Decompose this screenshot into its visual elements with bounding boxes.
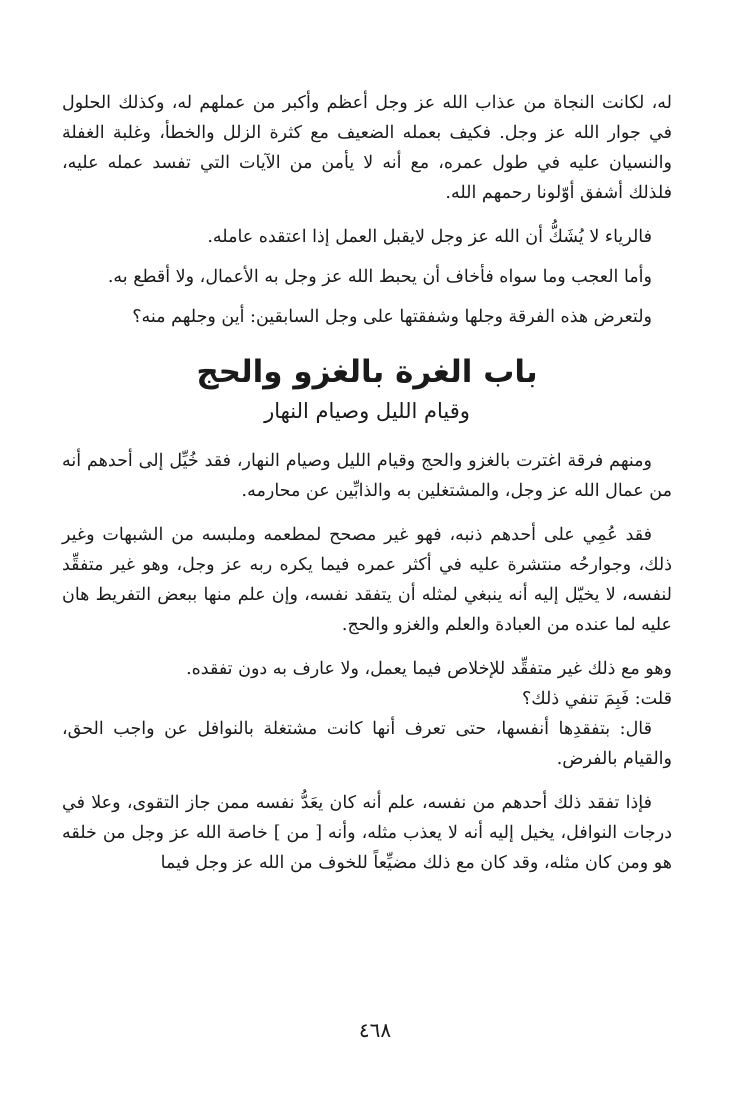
paragraph-wajal: ولتعرض هذه الفرقة وجلها وشفقتها على وجل السابقين: أين وجلهم منه؟ <box>132 307 652 327</box>
paragraph-riya: فالرياء لا يُشَكُّ أن الله عز وجل لايقبل العمل إذا اعتقده عامله. <box>207 227 652 247</box>
paragraph-ujb: وأما العجب وما سواه فأخاف أن يحبط الله عز وجل به الأعمال، ولا أقطع به. <box>107 267 652 287</box>
chapter-title: باب الغرة بالغزو والحج <box>196 354 538 390</box>
paragraph-ikhlas: وهو مع ذلك غير متفقِّد للإخلاص فيما يعمل، ولا عارف به دون تفقده. <box>186 659 672 679</box>
paragraph-continuation: له، لكانت النجاة من عذاب الله عز وجل أعظم وأكبر من عملهم له، وكذلك الحلول في جوار الله عز وجل. فكيف بعمله الضعيف مع كثرة الزلل والخطأ، وغلبة الغفلة والنسيان عليه في طول عمره، مع أنه لا يأمن من الآيات التي تفسد عمله عليه، فلذلك أشفق أوّلونا رحمهم الله. <box>62 93 672 203</box>
page-number: ٤٦٨ <box>358 1018 392 1042</box>
chapter-subtitle: وقيام الليل وصيام النهار <box>264 399 470 423</box>
paragraph-final: فإذا تفقد ذلك أحدهم من نفسه، علم أنه كان يعَدُّ نفسه ممن جاز التقوى، وعلا في درجات النوافل، يخيل إليه أنه لا يعذب مثله، وأنه [ من ] خاصة الله عز وجل من خلقه هو ومن كان مثله، وقد كان مع ذلك مضيِّعاً للخوف من الله عز وجل فيما <box>62 793 672 873</box>
question-line: قلت: فَبِمَ تنفي ذلك؟ <box>522 689 672 709</box>
paragraph-intro-group: ومنهم فرقة اغترت بالغزو والحج وقيام الليل وصيام النهار، فقد خُيِّل إلى أحدهم أنه من عمال الله عز وجل، والمشتغلين به والذابِّين عن محارمه. <box>62 451 672 501</box>
page-body <box>62 88 672 892</box>
paragraph-blindness: فقد عُمِي على أحدهم ذنبه، فهو غير مصحح لمطعمه وملبسه من الشبهات وغير ذلك، وجوارحُه منتشرة عليه في أكثر عمره فيما يكره ربه عز وجل، وهو غير متفقِّد لنفسه، لا يخيّل إليه أنه ينبغي لمثله أن يتفقد نفسه، وإن علم منها ببعض التفريط هان عليه لما عنده من العبادة والعلم والغزو والحج. <box>62 525 672 635</box>
answer-line: قال: بتفقدِها أنفسها، حتى تعرف أنها كانت مشتغلة بالنوافل عن واجب الحق، والقيام بالفرض. <box>62 719 672 769</box>
